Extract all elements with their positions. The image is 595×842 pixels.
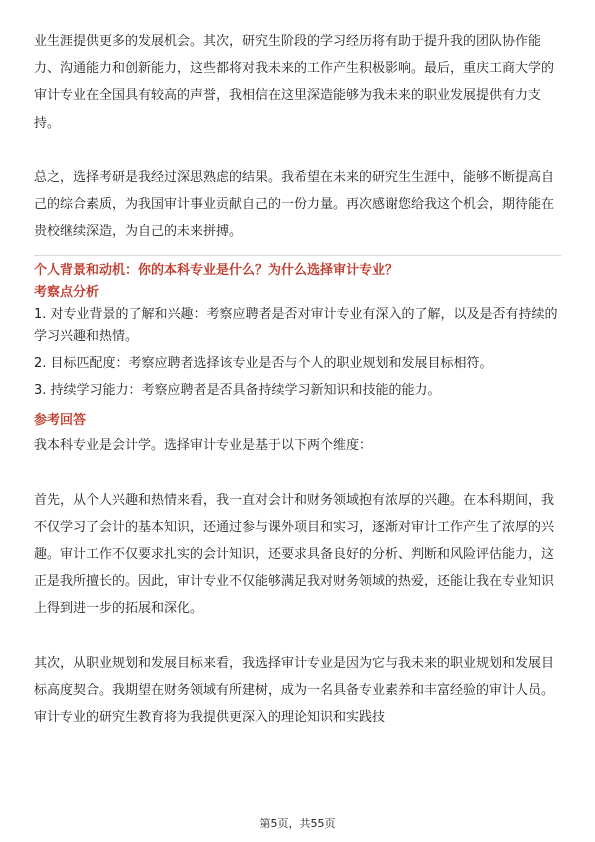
analysis-item-3: 3. 持续学习能力：考察应聘者是否具备持续学习新知识和技能的能力。: [34, 383, 441, 399]
analysis-heading: 考察点分析: [34, 285, 100, 301]
paragraph-gap: [34, 137, 561, 164]
answer-paragraph-1: 我本科专业是会计学。选择审计专业是基于以下两个维度：: [34, 438, 373, 454]
section-divider: [34, 255, 561, 256]
paragraph-gap: [34, 460, 561, 487]
analysis-item-2: 2. 目标匹配度：考察应聘者选择该专业是否与个人的职业规划和发展目标相符。: [34, 356, 493, 372]
answer-paragraph-3: 其次，从职业规划和发展目标来看，我选择审计专业是因为它与我未来的职业规划和发展目标高度契合。我期望在财务领域有所建树，成为一名具备专业素养和丰富经验的审计人员。审计专业的研究生教育将为我提供更深入的理论知识和实践技: [34, 655, 555, 726]
analysis-item-1: 1. 对专业背景的了解和兴趣：考察应聘者是否对审计专业有深入的了解，以及是否有持续的学习兴趣和热情。: [34, 307, 558, 345]
intro-paragraph-1: 业生涯提供更多的发展机会。其次，研究生阶段的学习经历将有助于提升我的团队协作能力、沟通能力和创新能力，这些都将对我未来的工作产生积极影响。最后，重庆工商大学的审计专业在全国具有较高的声誉，我相信在这里深造能够为我未来的职业发展提供有力支持。: [34, 34, 555, 131]
paragraph-gap: [34, 623, 561, 650]
answer-heading: 参考回答: [34, 413, 87, 429]
page-number: 第5页，共55页: [259, 817, 336, 830]
document-page: [34, 28, 561, 731]
answer-paragraph-2: 首先，从个人兴趣和热情来看，我一直对会计和财务领域抱有浓厚的兴趣。在本科期间，我不仅学习了会计的基本知识，还通过参与课外项目和实习，逐渐对审计工作产生了浓厚的兴趣。审计工作不仅要求扎实的会计知识，还要求具备良好的分析、判断和风险评估能力，这正是我所擅长的。因此，审计专业不仅能够满足我对财务领域的热爱，还能让我在专业知识上得到进一步的拓展和深化。: [34, 492, 555, 617]
analysis-list: [34, 304, 561, 402]
intro-paragraph-2: 总之，选择考研是我经过深思熟虑的结果。我希望在未来的研究生生涯中，能够不断提高自己的综合素质，为我国审计事业贡献自己的一份力量。再次感谢您给我这个机会，期待能在贵校继续深造，为自己的未来拼搏。: [34, 169, 555, 240]
question-title: 个人背景和动机：你的本科专业是什么？为什么选择审计专业？: [34, 263, 399, 279]
